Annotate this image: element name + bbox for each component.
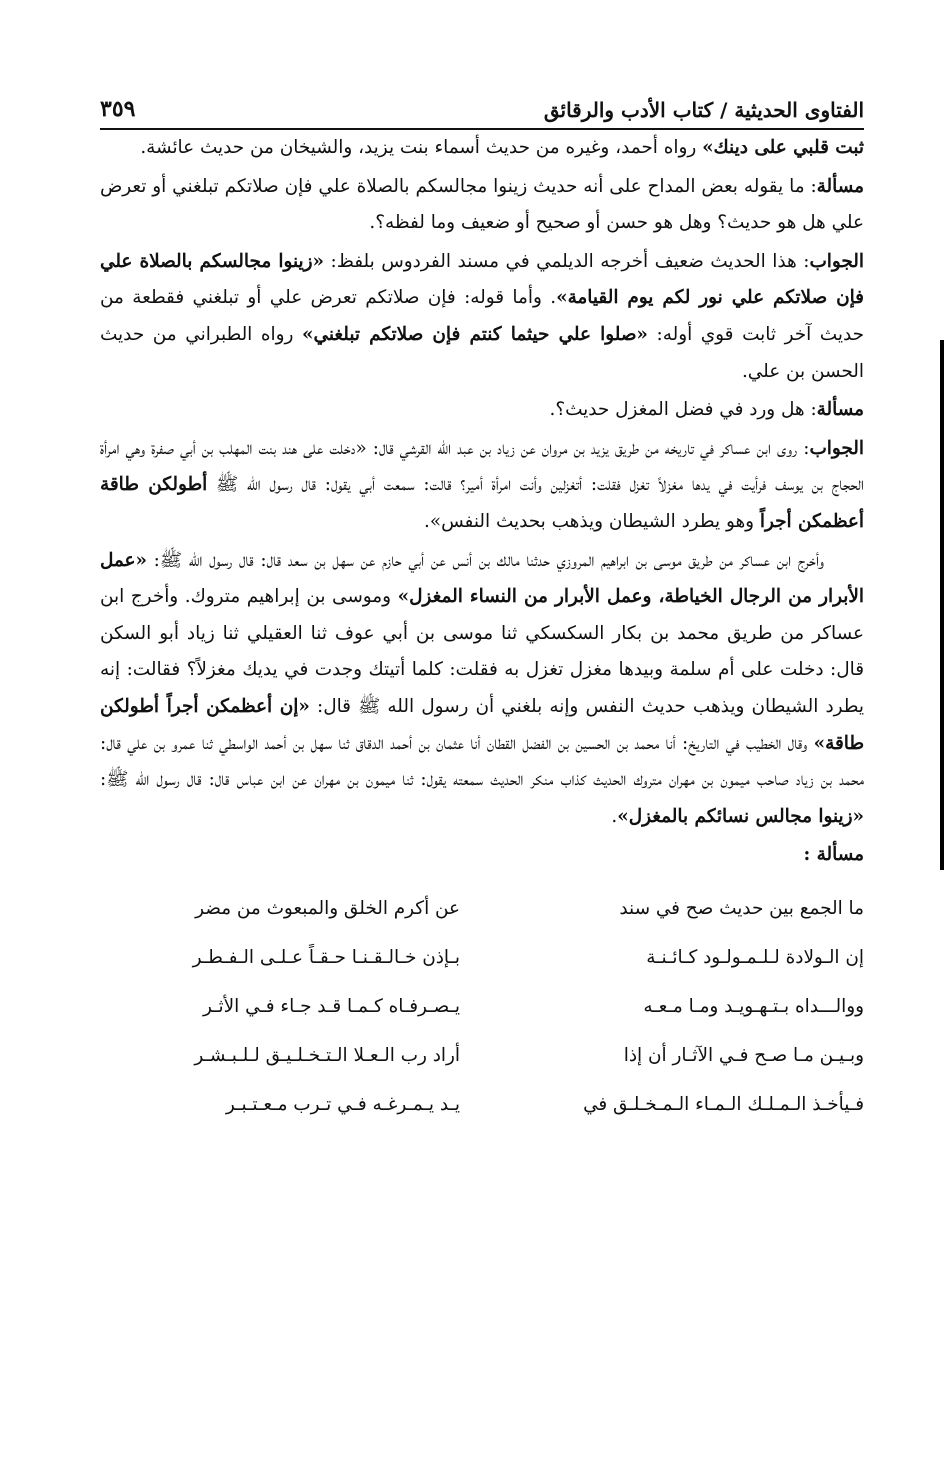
page-body <box>100 130 864 874</box>
paragraph <box>100 392 864 429</box>
bold-text: «صلوا علي حيثما كنتم فإن صلاتكم تبلغني» <box>302 323 648 345</box>
bold-text: الجواب <box>809 250 864 272</box>
paragraph <box>100 244 864 390</box>
bold-text: «زينوا مجالس نسائكم بالمغزل» <box>617 805 864 827</box>
page-number: ٣٥٩ <box>100 96 136 122</box>
bold-text: مسألة <box>816 399 864 421</box>
poem-verse <box>100 1031 864 1080</box>
verse-second-hemistich: أراد رب الـعـلا الـتـخـلـيـق لـلـبـشـر <box>194 1044 460 1066</box>
running-header <box>100 96 864 130</box>
text-run: : هل ورد في فضل المغزل حديث؟. <box>549 399 817 421</box>
paragraph <box>100 130 864 167</box>
verse-second-hemistich: عن أكرم الخلق والمبعوث من مضر <box>195 897 460 919</box>
poem <box>100 884 864 1129</box>
text-run: وقال الخطيب في التاريخ: أنا محمد بن الحسين بن الفضل القطان أنا عثمان بن أحمد الدقاق ثنا سهل بن أحمد الواسطي ثنا عمرو بن علي قال: محمد بن زياد صاحب ميمون بن مهران متروك الحديث كذاب منكر الحديث سمعته يقول: ثنا ميمون بن مهران عن ابن عباس قال: قال رسول الله ﷺ: <box>100 732 864 791</box>
bold-text: «عمل الأبرار من الرجال الخياطة، وعمل الأبرار من النساء المغزل» <box>100 549 864 608</box>
book-page <box>100 96 864 1129</box>
text-run: وموسى بن إبراهيم متروك. وأخرج ابن عساكر من طريق محمد بن بكار السكسكي ثنا موسى بن أبي عوف ثنا العقيلي ثنا زياد أبو السكن قال: دخلت على أم سلمة وبيدها مغزل تغزل به فقلت: كلما أتيتك وجدت في يديك مغزلاً؟ فقالت: إنه يطرد الشيطان ويذهب حديث النفس وإنه بلغني أن رسول الله ﷺ قال: <box>100 586 864 717</box>
running-title: الفتاوى الحديثية / كتاب الأدب والرقائق <box>543 98 864 122</box>
text-run: : هذا الحديث ضعيف أخرجه الديلمي في مسند الفردوس بلفظ: <box>323 250 810 272</box>
bold-text: ثبت قلبي على دينك» <box>702 137 864 158</box>
verse-first-hemistich: إن الـولادة لـلـمـولـود كـائـنـة <box>646 946 864 968</box>
poem-verse <box>100 933 864 982</box>
verse-second-hemistich: يـد يـمـرغـه فـي تـرب مـعـتـبـر <box>225 1093 460 1115</box>
text-run: رواه الطبراني من حديث الحسن بن علي. <box>100 323 864 382</box>
bold-text: الجواب <box>809 437 864 459</box>
verse-second-hemistich: بـإذن خـالـقـنـا حـقـاً عـلـى الـفـطـر <box>192 946 460 968</box>
scan-edge-mark <box>940 340 944 870</box>
verse-second-hemistich: يـصـرفـاه كـمـا قـد جـاء فـي الأثـر <box>202 995 460 1017</box>
verse-first-hemistich: ووالـــداه بـتـهـويـد ومـا مـعـه <box>643 995 864 1017</box>
verse-first-hemistich: ما الجمع بين حديث صح في سند <box>619 897 864 919</box>
text-run: رواه أحمد، وغيره من حديث أسماء بنت يزيد، والشيخان من حديث عائشة. <box>140 137 703 158</box>
text-run: . وأما قوله: فإن صلاتكم تعرض علي أو تبلغني فقطعة من حديث آخر ثابت قوي أوله: <box>100 287 864 345</box>
bold-text: «إن أعظمكن أجراً أطولكن طاقة» <box>100 695 864 754</box>
bold-text: أطولكن طاقة أعظمكن أجراً <box>100 474 864 532</box>
poem-verse <box>100 982 864 1031</box>
paragraph <box>100 431 864 541</box>
verse-first-hemistich: فـيأخـذ الـمـلـك الـمـاء الـمـخـلـق في <box>583 1093 864 1115</box>
paragraph <box>100 837 864 874</box>
verse-first-hemistich: وبـيـن مـا صـح فـي الآثـار أن إذا <box>623 1044 864 1066</box>
text-run: : ما يقوله بعض المداح على أنه حديث زينوا مجالسكم بالصلاة علي فإن صلاتكم تبلغني أو تعرض علي هل هو حديث؟ وهل هو حسن أو صحيح أو ضعيف وما لفظه؟. <box>100 175 864 234</box>
text-run: وأخرج ابن عساكر من طريق موسى بن ابراهيم المروزي حدثنا مالك بن أنس عن أبي حازم عن سهل بن سعد قال: قال رسول الله ﷺ: <box>147 549 824 571</box>
paragraph <box>100 543 864 836</box>
text-run: وهو يطرد الشيطان ويذهب بحديث النفس». <box>423 510 760 532</box>
poem-verse <box>100 884 864 933</box>
bold-text: «زينوا مجالسكم بالصلاة علي فإن صلاتكم علي نور لكم يوم القيامة» <box>100 250 864 309</box>
text-run: : روى ابن عساكر في تاريخه من طريق يزيد بن مروان عن زياد بن عبد الله القرشي قال: «دخلت على هند بنت المهلب بن أبي صفرة وهي امرأة الحجاج بن يوسف فرأيت في يدها مغزلاً تغزل فقلت: أتغزلين وأنت امرأة أمير؟ قالت: سمعت أبي يقول: قال رسول الله ﷺ <box>100 437 864 496</box>
bold-text: مسألة : <box>803 844 864 866</box>
poem-verse <box>100 1080 864 1129</box>
paragraph <box>100 169 864 242</box>
bold-text: مسألة <box>816 175 864 197</box>
text-run: . <box>611 805 618 827</box>
